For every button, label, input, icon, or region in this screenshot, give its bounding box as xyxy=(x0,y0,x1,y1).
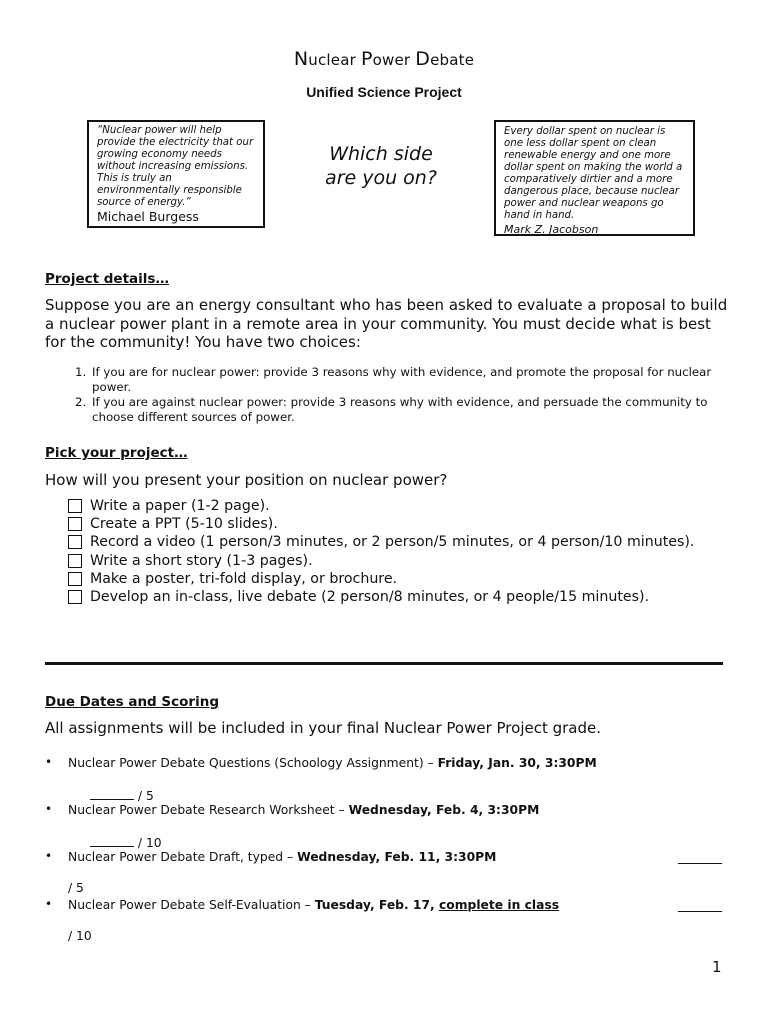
option-label: Write a short story (1-3 pages). xyxy=(90,552,313,569)
bullet-icon: • xyxy=(45,802,53,816)
title-cap-1: N xyxy=(293,48,309,70)
due-item-name: Nuclear Power Debate Research Worksheet – xyxy=(68,803,349,817)
title-cap-3: D xyxy=(415,48,431,70)
score-blank[interactable] xyxy=(90,834,134,847)
title-rest-2: ower xyxy=(372,51,416,69)
option-item[interactable] xyxy=(68,588,708,606)
checkbox[interactable] xyxy=(68,535,82,549)
score-blank[interactable] xyxy=(90,787,134,800)
option-item[interactable] xyxy=(68,552,708,570)
due-item-date: Friday, Jan. 30, 3:30PM xyxy=(437,756,597,770)
due-item xyxy=(45,849,725,895)
page-number: 1 xyxy=(712,958,722,976)
score-points: / 5 xyxy=(68,881,84,895)
project-options xyxy=(68,497,708,606)
due-item xyxy=(45,755,725,803)
option-label: Make a poster, tri-fold display, or brochure. xyxy=(90,570,398,587)
project-details-heading: Project details… xyxy=(45,271,169,287)
checkbox[interactable] xyxy=(68,517,82,531)
quote-left-text: “Nuclear power will help provide the electricity that our growing economy needs without increasing emissions. This is truly an environmentally responsible source of energy.” xyxy=(97,125,254,208)
option-item[interactable] xyxy=(68,533,708,551)
choices-list xyxy=(69,365,740,425)
document-title xyxy=(0,48,768,70)
project-details-intro: Suppose you are an energy consultant who has been asked to evaluate a proposal to build a nuclear power plant in a remote area in your community. You must decide what is best for the community! You have two choices: xyxy=(45,296,728,351)
title-rest-1: uclear xyxy=(308,51,361,69)
due-item xyxy=(45,802,725,850)
title-rest-3: ebate xyxy=(430,51,475,69)
section-divider xyxy=(45,662,723,665)
due-item-name: Nuclear Power Debate Self-Evaluation – xyxy=(68,898,315,912)
score-points: / 10 xyxy=(137,836,162,850)
bullet-icon: • xyxy=(45,849,53,863)
due-item-name: Nuclear Power Debate Draft, typed – xyxy=(68,850,298,864)
due-item-date: Wednesday, Feb. 11, 3:30PM xyxy=(297,850,497,864)
quote-box-left xyxy=(87,120,265,228)
due-item-date: Wednesday, Feb. 4, 3:30PM xyxy=(348,803,540,817)
choice-item: 1. If you are for nuclear power: provide 3 reasons why with evidence, and promote the proposal for nuclear power. xyxy=(90,365,740,395)
title-cap-2: P xyxy=(360,48,373,70)
score-blank[interactable] xyxy=(678,851,722,864)
checkbox[interactable] xyxy=(68,572,82,586)
score-points: / 5 xyxy=(137,789,154,803)
pick-project-question: How will you present your position on nuclear power? xyxy=(45,471,448,489)
score-blank[interactable] xyxy=(678,899,722,912)
option-label: Write a paper (1-2 page). xyxy=(90,498,270,514)
quote-right-text: Every dollar spent on nuclear is one less dollar spent on clean renewable energy and one more dollar spent on making the world a comparatively dirtier and a more dangerous place, because nuclear power and nuclear weapons go hand in hand. xyxy=(504,126,683,221)
option-label: Develop an in-class, live debate (2 person/8 minutes, or 4 people/15 minutes). xyxy=(90,589,650,606)
option-item[interactable] xyxy=(68,515,708,533)
score-line xyxy=(90,787,154,803)
due-item-note: complete in class xyxy=(438,898,560,912)
option-label: Create a PPT (5-10 slides). xyxy=(90,516,278,533)
option-item[interactable] xyxy=(68,497,708,515)
score-points: / 10 xyxy=(68,929,92,943)
which-side-line-1: Which side xyxy=(329,143,433,165)
document-subtitle: Unified Science Project xyxy=(306,84,462,100)
due-dates-intro: All assignments will be included in your final Nuclear Power Project grade. xyxy=(45,719,602,737)
checkbox[interactable] xyxy=(68,590,82,604)
due-item-date: Tuesday, Feb. 17, xyxy=(314,898,439,912)
checkbox[interactable] xyxy=(68,499,82,513)
option-item[interactable] xyxy=(68,570,708,588)
bullet-icon: • xyxy=(45,755,53,769)
quote-box-right xyxy=(494,120,695,236)
checkbox[interactable] xyxy=(68,554,82,568)
pick-project-heading: Pick your project… xyxy=(45,445,188,461)
bullet-icon: • xyxy=(45,897,53,911)
choice-item: 2. If you are against nuclear power: provide 3 reasons why with evidence, and persuade the community to choose different sources of power. xyxy=(90,395,740,425)
score-line xyxy=(90,834,162,850)
which-side-heading xyxy=(306,142,456,190)
quote-right-author: Mark Z. Jacobson xyxy=(504,223,599,236)
which-side-line-2: are you on? xyxy=(325,167,437,189)
due-dates-heading: Due Dates and Scoring xyxy=(45,694,219,710)
option-label: Record a video (1 person/3 minutes, or 2 person/5 minutes, or 4 person/10 minutes). xyxy=(90,534,695,551)
due-item xyxy=(45,897,725,943)
quote-left-author: Michael Burgess xyxy=(97,209,199,224)
due-item-name: Nuclear Power Debate Questions (Schoology Assignment) – xyxy=(68,756,438,770)
